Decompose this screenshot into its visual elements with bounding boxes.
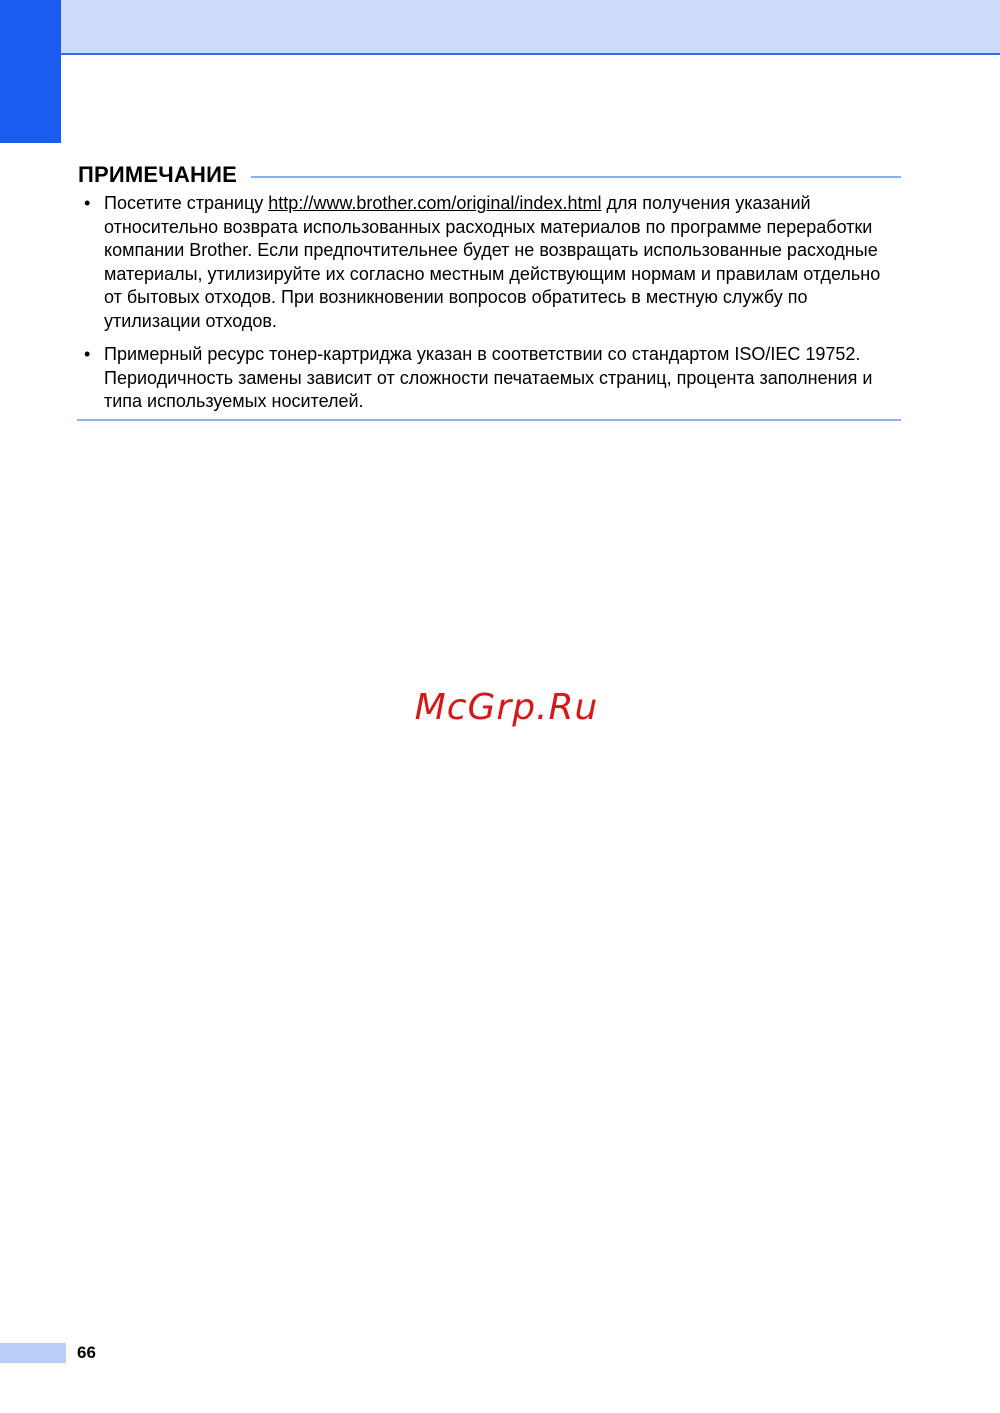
note-box: [78, 160, 901, 424]
note-item-recycling: [78, 192, 901, 333]
note-item-text: Посетите страницу: [104, 193, 269, 213]
note-title-rule: [251, 176, 901, 178]
note-title: ПРИМЕЧАНИЕ: [78, 162, 238, 187]
brother-recycling-link[interactable]: http://www.brother.com/original/index.html: [268, 193, 602, 213]
note-item-toner-yield: [78, 343, 901, 414]
note-header: [78, 160, 901, 190]
bullet: •: [84, 344, 91, 364]
header-band: [0, 0, 1000, 55]
footer-band: [0, 1343, 66, 1363]
watermark: McGrp.Ru: [414, 687, 599, 728]
note-bottom-rule: [77, 419, 901, 421]
note-item-text: Примерный ресурс тонер-картриджа указан в соответствии со стандартом ISO/IEC 19752. Периодичность замены зависит от сложности печатаемых страниц, процента заполнения и типа используемых носителей.: [104, 344, 873, 411]
header-tab: [0, 0, 61, 143]
note-list: [78, 192, 901, 414]
page-number: 66: [77, 1343, 96, 1362]
bullet: •: [84, 193, 91, 213]
note-item-text: для получения указаний относительно возврата использованных расходных материалов по программе переработки компании Brother. Если предпочтительнее будет не возвращать использованные расходные материалы, утилизируйте их согласно местным действующим нормам и правилам отдельно от бытовых отходов. При возникновении вопросов обратитесь в местную службу по утилизации отходов.: [104, 193, 881, 331]
